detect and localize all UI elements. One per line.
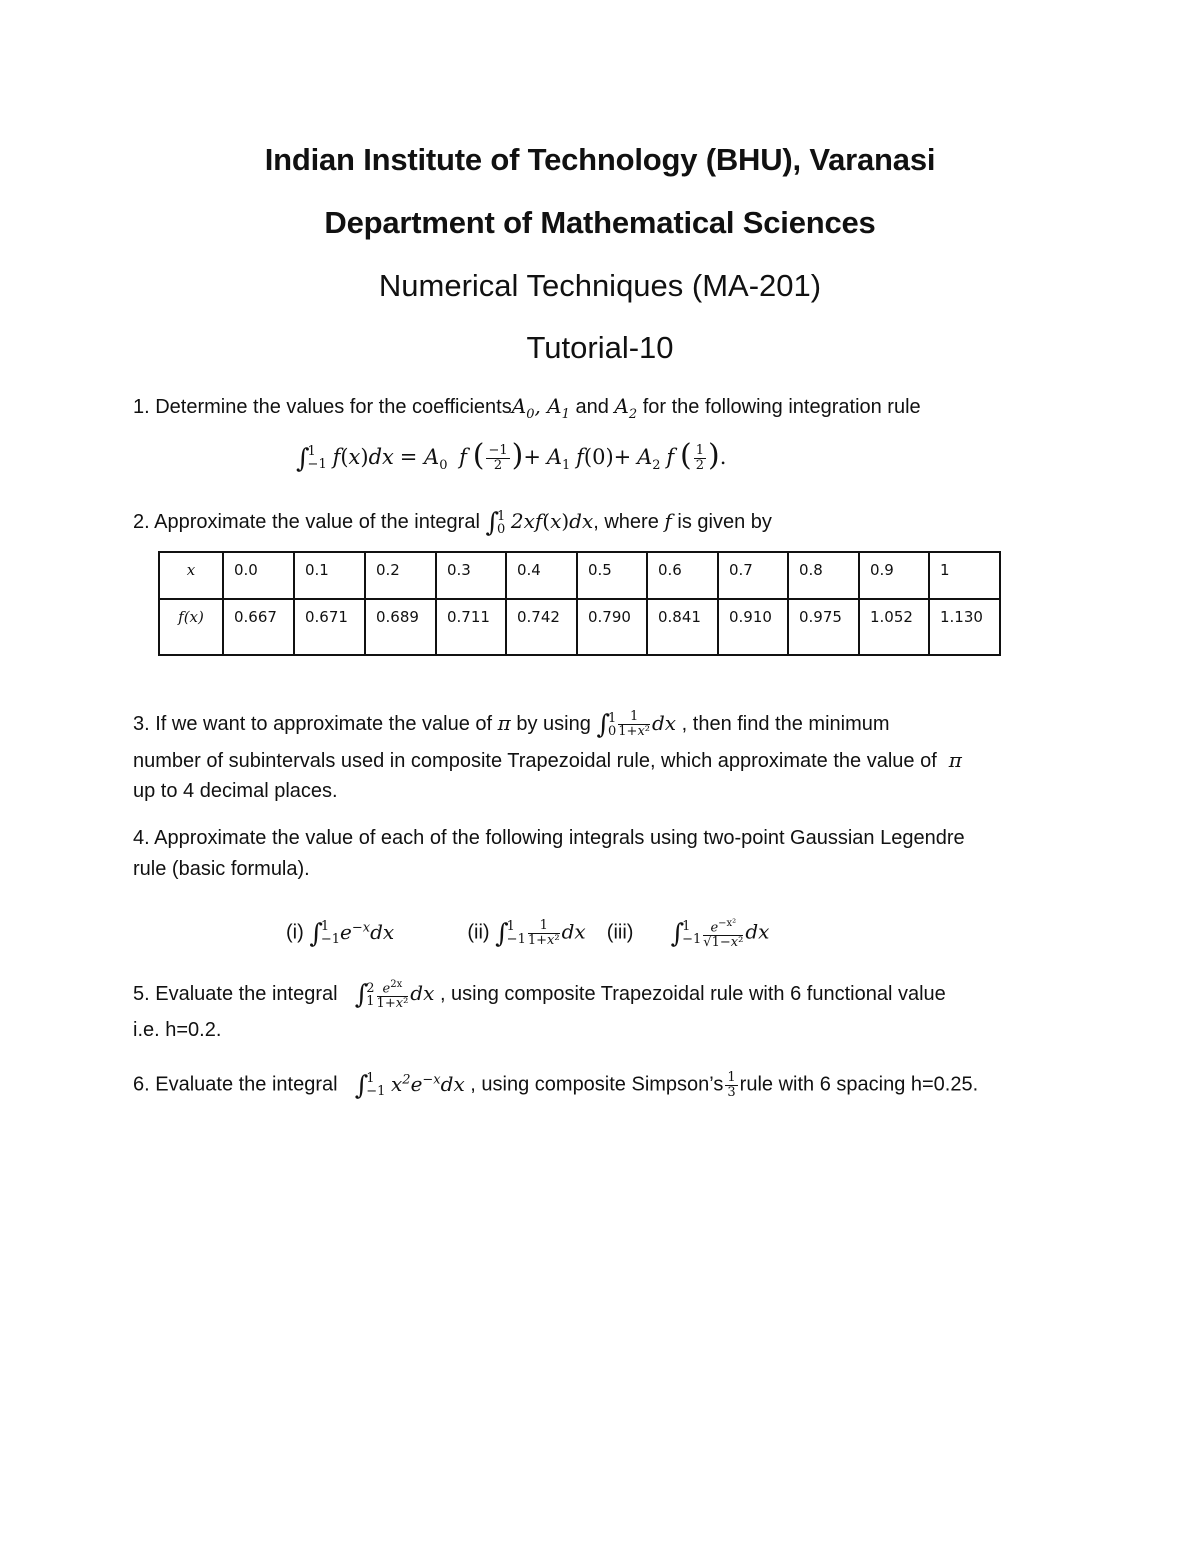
q3-line-3: up to 4 decimal places. xyxy=(133,780,338,802)
table-cell: 0.910 xyxy=(718,599,788,655)
table-cell: 0.975 xyxy=(788,599,859,655)
table-cell: 0.5 xyxy=(577,552,647,599)
q4-line-2: rule (basic formula). xyxy=(133,858,310,880)
q3-text-b: by using xyxy=(516,713,591,735)
table-cell: 0.2 xyxy=(365,552,436,599)
tutorial-title: Tutorial-10 xyxy=(526,330,674,365)
q2-text-a: 2. Approximate the value of the integral xyxy=(133,511,480,533)
q4-integrals: (i) ∫ 1 −1 $e^{-x}dx$ (ii) ∫ 1 −1 $\frac{1}{\text{1+x²}}$ dx (iii) ∫ 1 −1 $\frac{e^{-x^2}}{\text{√1−x²}}$ dx xyxy=(286,917,770,951)
q4-label-ii: (ii) xyxy=(467,921,490,944)
table-cell: 1.130 xyxy=(929,599,1000,655)
question-3-line-2: number of subintervals used in composite Trapezoidal rule, which approximate the value of π xyxy=(133,748,962,772)
question-2: 2. Approximate the value of the integral ∫ 1 0 2xf(x)dx, where f is given by xyxy=(133,508,772,538)
row-label-fx: f(x) xyxy=(178,608,204,626)
table-cell: 1.052 xyxy=(859,599,929,655)
table-cell: 1 xyxy=(929,552,1000,599)
course-title: Numerical Techniques (MA-201) xyxy=(378,268,822,303)
q3-line-2-text: number of subintervals used in composite Trapezoidal rule, which approximate the value of xyxy=(133,750,937,772)
question-1 xyxy=(133,390,921,431)
q3-text-a: 3. If we want to approximate the value of xyxy=(133,713,493,735)
q1-text-c: for the following integration rule xyxy=(642,396,921,418)
q1-formula: ∫ 1 −1 $f(x)dx = A_0$ f ( $\frac{-1}{2}$ )+ $A_1$ $f(0)+ A_2$ f ( $\frac{1}{2}$ ). xyxy=(296,438,727,474)
q1-text-b: and xyxy=(575,396,609,418)
q4-line-1: 4. Approximate the value of each of the following integrals using two-point Gaussian Legendre xyxy=(133,827,965,849)
data-table xyxy=(158,551,1001,656)
q1-text-a: 1. Determine the values for the coefficients xyxy=(133,396,512,418)
table-cell: 0.7 xyxy=(718,552,788,599)
department-title: Department of Mathematical Sciences xyxy=(324,205,876,240)
table-cell: 0.711 xyxy=(436,599,506,655)
q2-text-c: is given by xyxy=(677,511,772,533)
table-cell: 0.742 xyxy=(506,599,577,655)
q5-text-a: 5. Evaluate the integral xyxy=(133,983,338,1005)
table-cell: 0.689 xyxy=(365,599,436,655)
q5-line-2: i.e. h=0.2. xyxy=(133,1019,222,1041)
table-cell: 0.9 xyxy=(859,552,929,599)
table-row-fx xyxy=(159,599,1000,655)
q4-label-i: (i) xyxy=(286,921,304,944)
table-cell: 0.4 xyxy=(506,552,577,599)
institute-title: Indian Institute of Technology (BHU), Varanasi xyxy=(264,142,936,177)
q1-math-a0: $A_0$, $A_1$ xyxy=(511,394,570,422)
q2-text-b: , where xyxy=(593,511,659,533)
q6-text-b: , using composite Simpson’s xyxy=(470,1073,724,1096)
q1-math-a2: $A_2$ xyxy=(614,394,638,422)
table-cell: 0.841 xyxy=(647,599,718,655)
table-cell: 0.667 xyxy=(223,599,294,655)
question-5: 5. Evaluate the integral ∫ 2 1 $\frac{e^{2x}}{\text{1+x²}}$ dx , using composite Trapezoidal rule with 6 functional value xyxy=(133,979,946,1012)
row-label-x: x xyxy=(186,561,196,579)
q3-text-c: , then find the minimum xyxy=(681,713,890,735)
question-6: 6. Evaluate the integral ∫ 1 −1 $x^2e^{-x}dx$ , using composite Simpson’s $\frac{1}{3}$ rule with 6 spacing h=0.25. xyxy=(133,1069,979,1101)
q6-text-c: rule with 6 spacing h=0.25. xyxy=(739,1073,979,1096)
table-cell: 0.0 xyxy=(223,552,294,599)
table-cell: 0.3 xyxy=(436,552,506,599)
question-3: 3. If we want to approximate the value of π by using ∫ 1 0 $\frac{1}{\text{1+x²}}$ dx , then find the minimum xyxy=(133,709,890,740)
q5-text-b: , using composite Trapezoidal rule with 6 functional value xyxy=(439,983,946,1005)
table-cell: 0.6 xyxy=(647,552,718,599)
q4-label-iii: (iii) xyxy=(606,921,634,944)
table-cell: 0.1 xyxy=(294,552,365,599)
table-row-x xyxy=(159,552,1000,599)
q6-text-a: 6. Evaluate the integral xyxy=(133,1073,338,1096)
table-cell: 0.671 xyxy=(294,599,365,655)
table-cell: 0.8 xyxy=(788,552,859,599)
table-cell: 0.790 xyxy=(577,599,647,655)
